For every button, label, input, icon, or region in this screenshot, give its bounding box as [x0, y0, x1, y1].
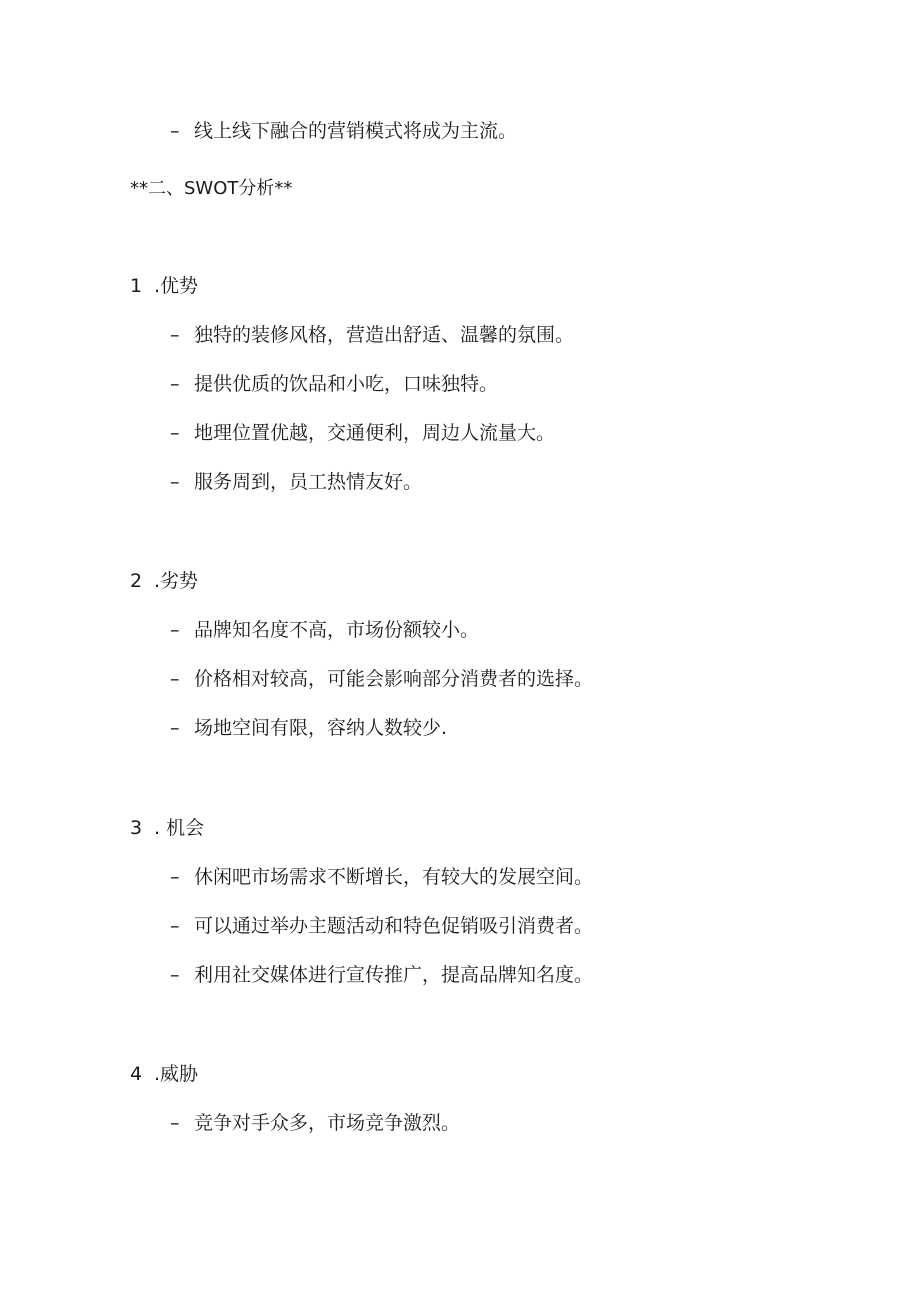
list-item	[170, 962, 593, 988]
bullet-dash: –	[170, 324, 180, 346]
bullet-dash: –	[170, 964, 180, 986]
bullet-text: 品牌知名度不高，市场份额较小。	[194, 619, 480, 641]
bullet-text: 提供优质的饮品和小吃，口味独特。	[194, 373, 499, 395]
group-title: .劣势	[154, 570, 199, 592]
list-item	[170, 913, 593, 939]
group-number: 1	[130, 275, 143, 297]
bullet-dash: –	[170, 471, 180, 493]
bullet-text: 价格相对较高，可能会影响部分消费者的选择。	[194, 668, 594, 690]
bullet-text: 场地空间有限，容纳人数较少.	[194, 717, 448, 739]
list-item	[170, 371, 498, 397]
bullet-text: 竞争对手众多，市场竞争激烈。	[194, 1112, 461, 1134]
group-number: 4	[130, 1063, 143, 1085]
group-title: .威胁	[154, 1063, 199, 1085]
bullet-dash: –	[170, 120, 180, 142]
bullet-text: 地理位置优越，交通便利，周边人流量大。	[194, 422, 556, 444]
bullet-dash: –	[170, 866, 180, 888]
bullet-dash: –	[170, 717, 180, 739]
list-item	[170, 617, 479, 643]
list-item	[170, 715, 447, 741]
list-item	[170, 469, 422, 495]
group-heading-opportunities	[130, 815, 204, 841]
list-item	[170, 666, 593, 692]
list-item	[170, 864, 593, 890]
bullet-text: 休闲吧市场需求不断增长，有较大的发展空间。	[194, 866, 594, 888]
list-item	[170, 322, 574, 348]
bullet-text: 利用社交媒体进行宣传推广，提高品牌知名度。	[194, 964, 594, 986]
bullet-dash: –	[170, 668, 180, 690]
bullet-text: 独特的装修风格，营造出舒适、温馨的氛围。	[194, 324, 575, 346]
section-title: **二、SWOT分析**	[130, 178, 293, 199]
bullet-dash: –	[170, 422, 180, 444]
bullet-text: 可以通过举办主题活动和特色促销吸引消费者。	[194, 915, 594, 937]
group-title: . 机会	[154, 817, 205, 839]
intro-bullet	[170, 118, 517, 144]
bullet-dash: –	[170, 619, 180, 641]
bullet-dash: –	[170, 915, 180, 937]
list-item	[170, 1110, 460, 1136]
group-heading-strengths	[130, 273, 198, 299]
group-number: 3	[130, 817, 143, 839]
bullet-dash: –	[170, 1112, 180, 1134]
group-heading-weaknesses	[130, 568, 198, 594]
bullet-text: 服务周到，员工热情友好。	[194, 471, 423, 493]
group-number: 2	[130, 570, 143, 592]
group-title: .优势	[154, 275, 199, 297]
group-heading-threats	[130, 1061, 198, 1087]
bullet-dash: –	[170, 373, 180, 395]
bullet-text: 线上线下融合的营销模式将成为主流。	[194, 120, 518, 142]
list-item	[170, 420, 555, 446]
